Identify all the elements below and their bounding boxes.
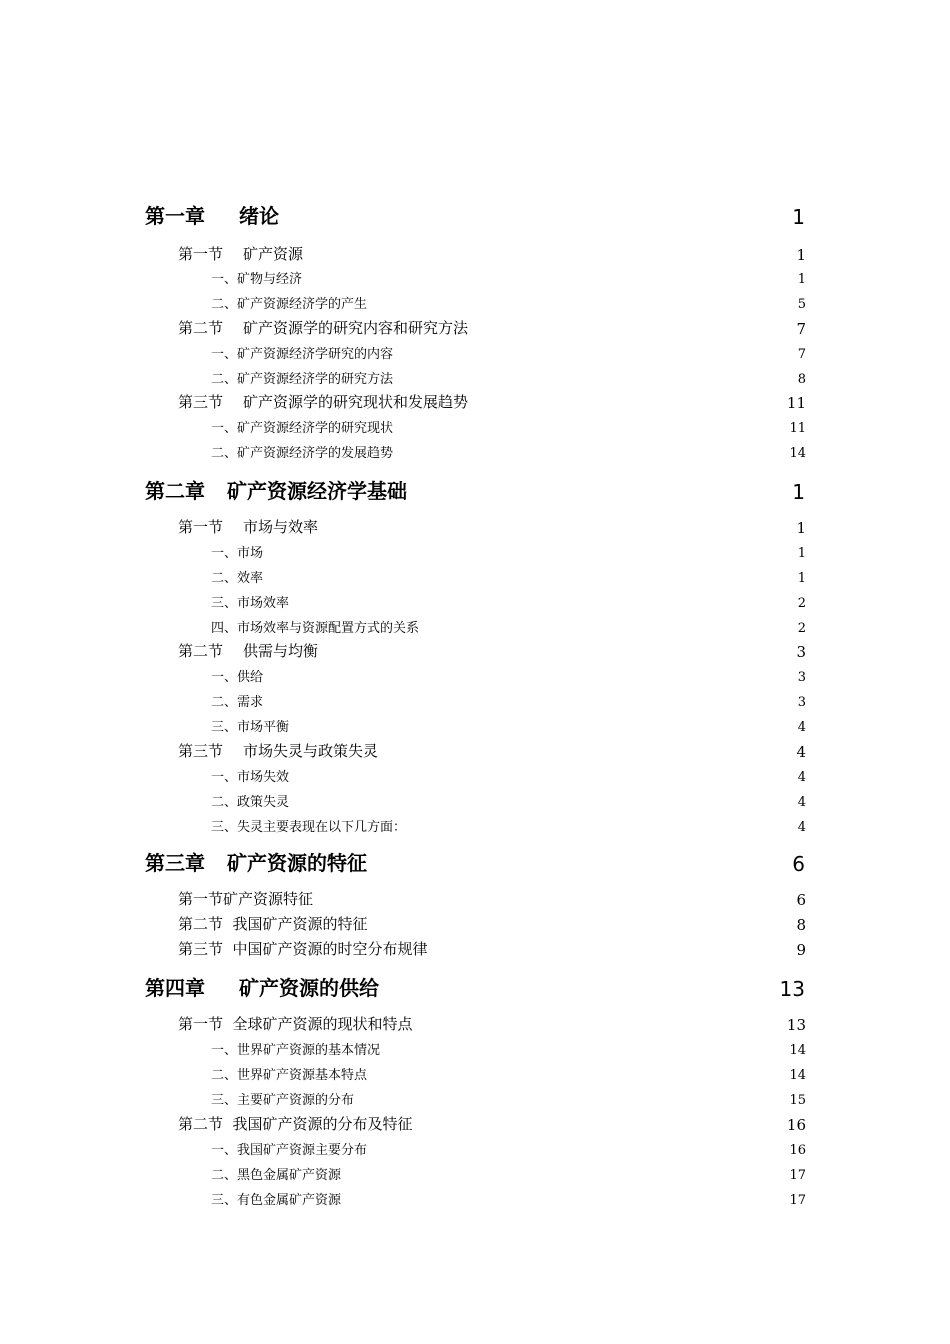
section-title: 第二节 我国矿产资源的分布及特征 — [178, 1115, 413, 1133]
section-title: 市场失灵与政策失灵 — [243, 742, 379, 760]
chapter-title: 矿产资源的特征 — [227, 851, 367, 875]
toc-section[interactable] — [178, 935, 806, 959]
item-title: 二、矿产资源经济学的发展趋势 — [211, 446, 394, 461]
page-number: 3 — [797, 670, 806, 685]
page-number: 3 — [797, 695, 806, 710]
page-number: 1 — [797, 546, 806, 561]
item-title: 一、市场 — [211, 546, 264, 561]
chapter-title: 矿产资源经济学基础 — [227, 479, 407, 503]
item-title: 一、矿产资源经济学研究的内容 — [211, 347, 394, 362]
toc-chapter-3[interactable] — [145, 846, 805, 876]
item-title: 一、世界矿产资源的基本情况 — [211, 1043, 381, 1058]
page-number: 6 — [792, 852, 805, 876]
page-number: 8 — [797, 372, 806, 387]
toc-item[interactable] — [211, 539, 806, 561]
page-number: 1 — [796, 519, 806, 537]
page-number: 13 — [786, 1016, 806, 1034]
section-title: 矿产资源学的研究内容和研究方法 — [243, 319, 469, 337]
toc-item[interactable] — [211, 589, 806, 611]
section-title: 市场与效率 — [243, 518, 319, 536]
toc-item[interactable] — [211, 1036, 806, 1058]
section-title: 矿产资源学的研究现状和发展趋势 — [243, 393, 469, 411]
chapter-number: 第二章 — [145, 479, 205, 503]
toc-item[interactable] — [211, 439, 806, 461]
page-number: 11 — [789, 421, 806, 436]
section-title: 第三节 中国矿产资源的时空分布规律 — [178, 940, 428, 958]
page-number: 9 — [796, 941, 806, 959]
page-number: 1 — [797, 571, 806, 586]
toc-item[interactable] — [211, 414, 806, 436]
toc-section[interactable] — [178, 513, 806, 537]
page-number: 4 — [797, 770, 806, 785]
toc-section[interactable] — [178, 240, 806, 264]
page-number: 5 — [797, 297, 806, 312]
section-number: 第三节 — [178, 393, 224, 411]
page-number: 16 — [789, 1143, 806, 1158]
item-title: 三、市场平衡 — [211, 720, 290, 735]
toc-section[interactable] — [178, 1010, 806, 1034]
section-number: 第一节 — [178, 518, 224, 536]
item-title: 一、我国矿产资源主要分布 — [211, 1143, 368, 1158]
toc-section[interactable] — [178, 910, 806, 934]
page-number: 3 — [796, 643, 806, 661]
chapter-number: 第四章 — [145, 976, 205, 1000]
page-number: 14 — [789, 446, 806, 461]
page-number: 17 — [789, 1168, 806, 1183]
page-number: 11 — [786, 394, 806, 412]
page-number: 2 — [797, 621, 806, 636]
toc-item[interactable] — [211, 340, 806, 362]
page-number: 16 — [786, 1116, 806, 1134]
toc-chapter-2[interactable] — [145, 474, 805, 504]
item-title: 三、主要矿产资源的分布 — [211, 1093, 355, 1108]
toc-item[interactable] — [211, 688, 806, 710]
toc-section[interactable] — [178, 388, 806, 412]
toc-section[interactable] — [178, 885, 806, 909]
item-title: 二、需求 — [211, 695, 264, 710]
toc-section[interactable] — [178, 1110, 806, 1134]
item-title: 一、矿产资源经济学的研究现状 — [211, 421, 394, 436]
toc-section[interactable] — [178, 637, 806, 661]
section-title: 第一节 全球矿产资源的现状和特点 — [178, 1015, 413, 1033]
toc-item[interactable] — [211, 1136, 806, 1158]
toc-item[interactable] — [211, 1161, 806, 1183]
chapter-title: 绪论 — [239, 204, 279, 228]
toc-item[interactable] — [211, 788, 806, 810]
section-number: 第一节 — [178, 245, 224, 263]
page-number: 4 — [797, 820, 806, 835]
section-title: 第一节矿产资源特征 — [178, 890, 314, 908]
section-title: 第二节 我国矿产资源的特征 — [178, 915, 368, 933]
page-number: 7 — [797, 347, 806, 362]
toc-item[interactable] — [211, 813, 806, 835]
toc-item[interactable] — [211, 365, 806, 387]
section-title: 供需与均衡 — [243, 642, 319, 660]
section-title: 矿产资源 — [243, 245, 304, 263]
page-number: 7 — [796, 320, 806, 338]
page-number: 4 — [797, 720, 806, 735]
page-number: 4 — [796, 743, 806, 761]
section-number: 第三节 — [178, 742, 224, 760]
item-title: 一、市场失效 — [211, 770, 290, 785]
page-number: 14 — [789, 1043, 806, 1058]
toc-item[interactable] — [211, 564, 806, 586]
page-number: 17 — [789, 1193, 806, 1208]
toc-section[interactable] — [178, 314, 806, 338]
section-number: 第二节 — [178, 319, 224, 337]
item-title: 一、供给 — [211, 670, 264, 685]
page-number: 1 — [792, 205, 805, 229]
item-title: 二、矿产资源经济学的研究方法 — [211, 372, 394, 387]
item-title: 二、矿产资源经济学的产生 — [211, 297, 368, 312]
item-title: 二、黑色金属矿产资源 — [211, 1168, 342, 1183]
page-number: 4 — [797, 795, 806, 810]
toc-item[interactable] — [211, 663, 806, 685]
chapter-title: 矿产资源的供给 — [239, 976, 379, 1000]
page-number: 1 — [796, 246, 806, 264]
page-number: 2 — [797, 596, 806, 611]
toc-item[interactable] — [211, 290, 806, 312]
page-number: 15 — [789, 1093, 806, 1108]
item-title: 三、失灵主要表现在以下几方面： — [211, 820, 407, 835]
item-title: 三、有色金属矿产资源 — [211, 1193, 342, 1208]
toc-item[interactable] — [211, 1186, 806, 1208]
toc-section[interactable] — [178, 737, 806, 761]
chapter-number: 第三章 — [145, 851, 205, 875]
chapter-number: 第一章 — [145, 204, 205, 228]
toc-item[interactable] — [211, 265, 806, 287]
item-title: 一、矿物与经济 — [211, 272, 303, 287]
item-title: 二、政策失灵 — [211, 795, 290, 810]
toc-item[interactable] — [211, 713, 806, 735]
page-number: 1 — [792, 480, 805, 504]
toc-chapter-1[interactable] — [145, 199, 805, 229]
item-title: 二、效率 — [211, 571, 264, 586]
item-title: 三、市场效率 — [211, 596, 290, 611]
item-title: 二、世界矿产资源基本特点 — [211, 1068, 368, 1083]
page-number: 1 — [797, 272, 806, 287]
toc-item[interactable] — [211, 1061, 806, 1083]
toc-item[interactable] — [211, 1086, 806, 1108]
page-number: 14 — [789, 1068, 806, 1083]
toc-chapter-4[interactable] — [145, 971, 805, 1001]
item-title: 四、市场效率与资源配置方式的关系 — [211, 621, 420, 636]
toc-item[interactable] — [211, 763, 806, 785]
section-number: 第二节 — [178, 642, 224, 660]
toc-item[interactable] — [211, 614, 806, 636]
page-number: 6 — [796, 891, 806, 909]
page-number: 8 — [796, 916, 806, 934]
page-number: 13 — [779, 977, 805, 1001]
